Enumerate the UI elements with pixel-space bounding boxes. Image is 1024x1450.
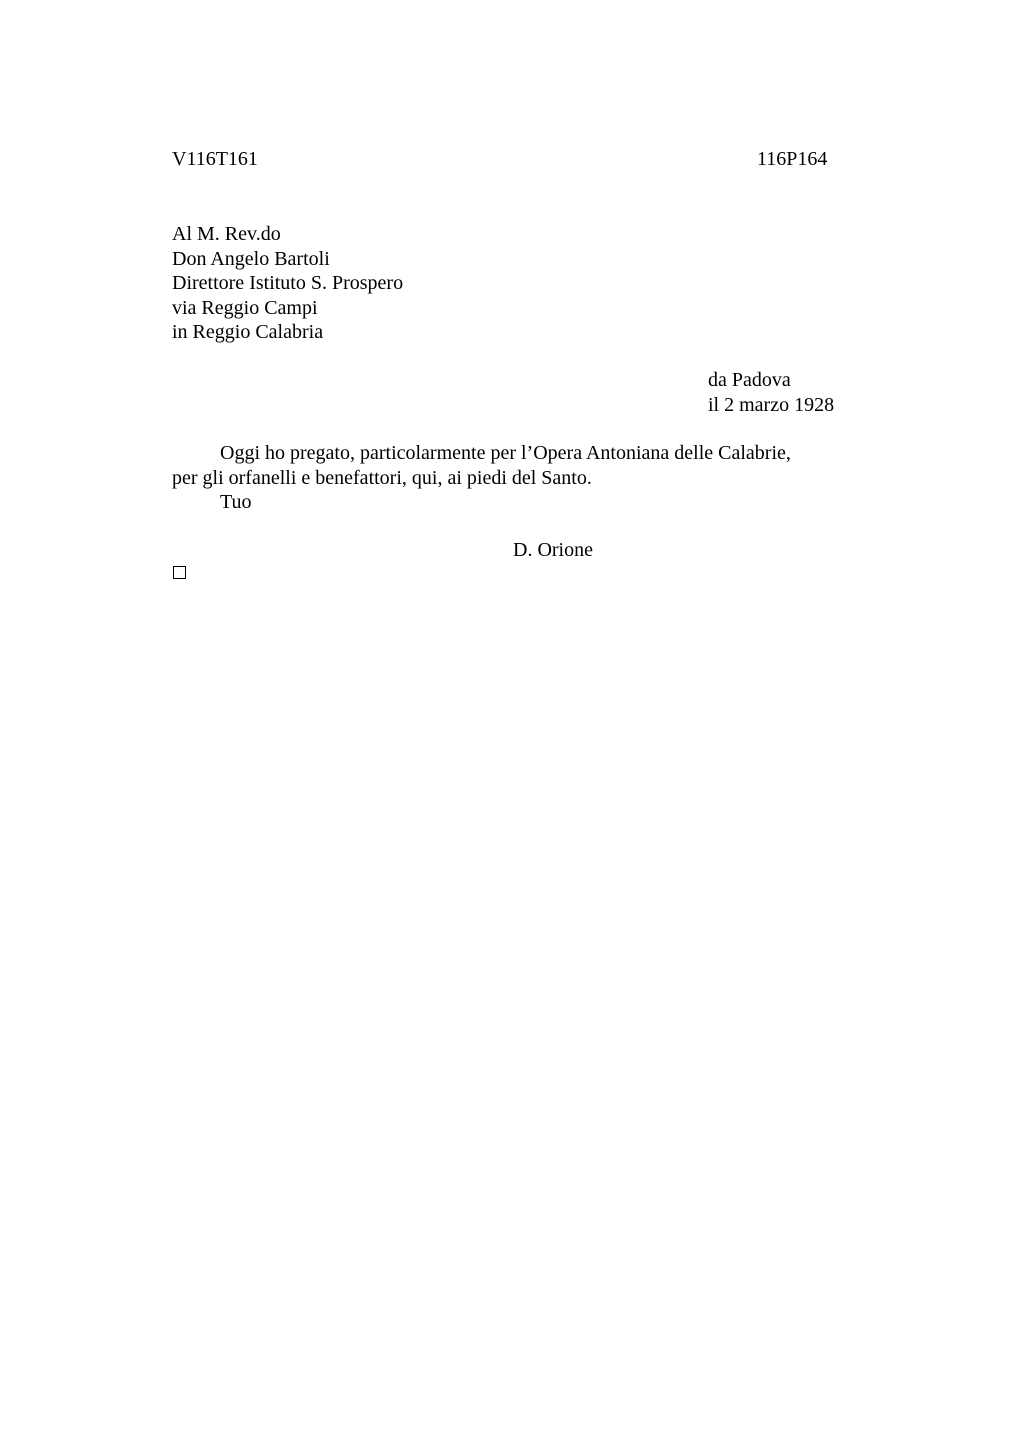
- body-line: per gli orfanelli e benefattori, qui, ai piedi del Santo.: [172, 466, 592, 489]
- address-line: Al M. Rev.do: [172, 223, 281, 245]
- address-line: in Reggio Calabria: [172, 321, 324, 343]
- closing-word: Tuo: [220, 491, 252, 513]
- address-line: Direttore Istituto S. Prospero: [172, 272, 404, 294]
- letter-date: il 2 marzo 1928: [708, 393, 835, 416]
- recipient-address: [172, 222, 403, 345]
- document-code-left: V116T161: [172, 148, 258, 170]
- address-line: Don Angelo Bartoli: [172, 247, 330, 270]
- address-line: via Reggio Campi: [172, 296, 318, 319]
- signature: D. Orione: [513, 539, 593, 561]
- square-outline-icon: [173, 566, 186, 579]
- place-and-date: [708, 368, 834, 417]
- body-line: Oggi ho pregato, particolarmente per l’Opera Antoniana delle Calabrie,: [220, 442, 791, 464]
- document-code-right: 116P164: [757, 148, 828, 170]
- letter-place: da Padova: [708, 369, 791, 391]
- letter-body: [172, 441, 791, 515]
